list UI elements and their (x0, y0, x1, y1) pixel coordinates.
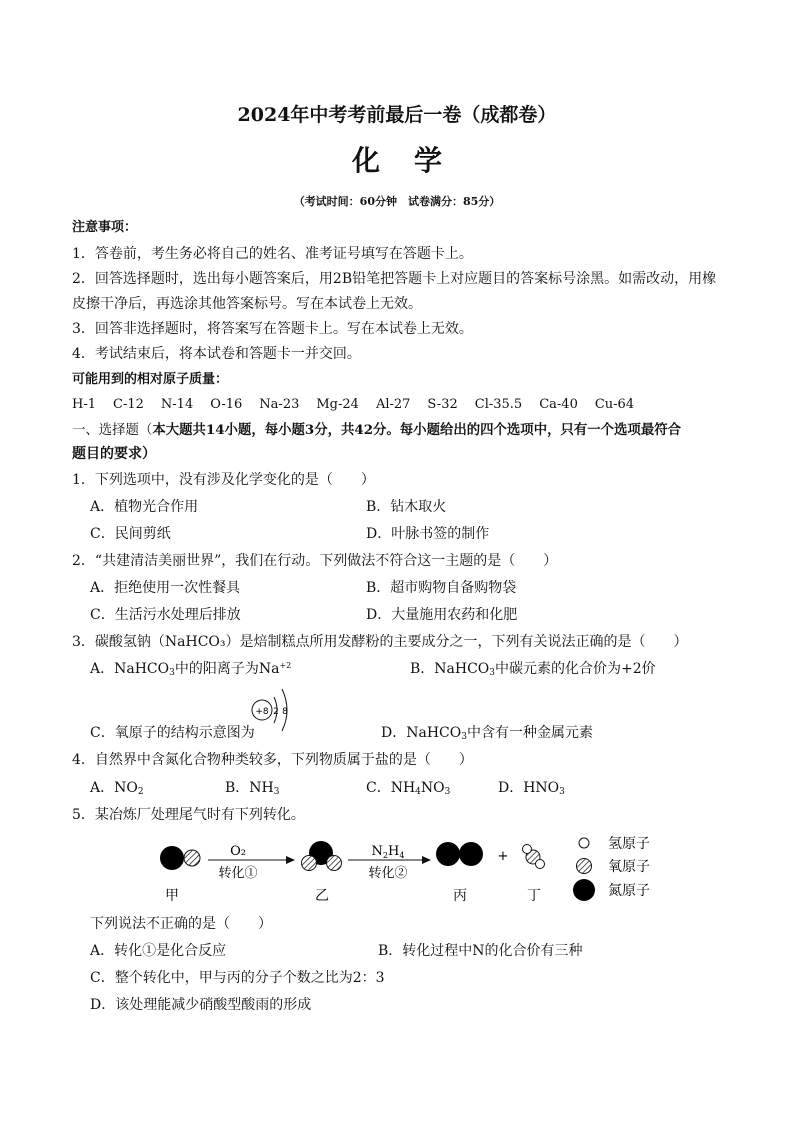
q2-stem: 2．“共建清洁美丽世界”，我们在行动。下列做法不符合这一主题的是（ ） (72, 553, 558, 569)
molecule-conversion-diagram (150, 830, 670, 910)
q2-option-c: C．生活污水处理后排放 (90, 607, 241, 623)
atomic-mass-item: H-1 (72, 397, 97, 412)
arrow-head-icon (286, 856, 295, 864)
notice-heading: 注意事项： (72, 220, 138, 235)
label-yi: 乙 (315, 888, 329, 904)
electron-count-2: 8 (282, 707, 288, 717)
atomic-mass-item: O-16 (210, 397, 243, 412)
arrow-1-label: 转化① (218, 866, 258, 881)
q1-option-a: A．植物光合作用 (90, 499, 199, 515)
q2-option-d: D．大量施用农药和化肥 (366, 607, 518, 623)
q3-stem: 3．碳酸氢钠（NaHCO₃）是焙制糕点所用发酵粉的主要成分之一，下列有关说法正确的是（ ） (72, 634, 688, 650)
label-jia: 甲 (165, 888, 179, 904)
molecule-yi (302, 841, 342, 871)
nitrogen-atom-icon (573, 879, 595, 901)
subject-title: 化学 (351, 144, 476, 177)
notice-item-2-cont: 皮擦干净后，再选涂其他答案标号。写在本试卷上无效。 (72, 296, 422, 312)
section-1-heading (72, 422, 681, 439)
hydrogen-atom-icon (536, 860, 545, 869)
section-1-heading-cont: 题目的要求） (72, 446, 156, 462)
q2-option-a: A．拒绝使用一次性餐具 (90, 580, 241, 596)
arrow-1-reagent: O₂ (230, 844, 246, 859)
nucleus-charge: +8 (255, 707, 269, 717)
q2-option-b: B．超市购物自备购物袋 (366, 580, 517, 596)
q1-option-c: C．民间剪纸 (90, 526, 171, 542)
notice-item-2: 2．回答选择题时，选出每小题答案后，用2B铅笔把答题卡上对应题目的答案标号涂黑。如需改动，用橡 (72, 271, 717, 287)
q4-option-a: A．$NO_2$ (90, 780, 144, 797)
hydrogen-atom-icon (579, 838, 589, 848)
oxygen-atom-structure-diagram (250, 683, 300, 735)
electron-count-1: 2 (273, 707, 279, 717)
atomic-mass-item: S-32 (427, 397, 458, 412)
legend-oxygen: 氧原子 (608, 859, 650, 875)
atomic-mass-item: Cu-64 (594, 397, 635, 412)
label-bing: 丙 (453, 888, 467, 904)
molecule-bing (436, 842, 483, 866)
q1-option-d: D．叶脉书签的制作 (366, 526, 490, 542)
arrow-head-icon (422, 856, 431, 864)
q1-stem: 1．下列选项中，没有涉及化学变化的是（ ） (72, 472, 375, 488)
q4-option-b: B．$NH_3$ (225, 780, 280, 797)
hydrogen-atom-icon (523, 845, 532, 854)
q5-option-a: A．转化①是化合反应 (90, 943, 227, 959)
nitrogen-atom-icon (436, 842, 460, 866)
plus-sign: + (497, 849, 509, 864)
notice-item-1: 1．答卷前，考生务必将自己的姓名、准考证号填写在答题卡上。 (72, 246, 473, 262)
molecule-jia (160, 846, 200, 870)
molecule-ding (523, 845, 545, 869)
atomic-mass-item: C-12 (113, 397, 144, 412)
q5-option-c: C．整个转化中，甲与丙的分子个数之比为2：3 (90, 970, 385, 986)
atom-legend (573, 836, 650, 901)
q4-option-c: C．$NH_4NO_3$ (366, 780, 451, 797)
atomic-mass-item: N-14 (160, 397, 194, 412)
q5-ask: 下列说法不正确的是（ ） (90, 916, 272, 932)
arrow-2-label: 转化② (368, 866, 408, 881)
q1-option-b: B．钻木取火 (366, 499, 447, 515)
q5-option-d: D．该处理能减少硝酸型酸雨的形成 (90, 997, 312, 1013)
q4-stem: 4．自然界中含氮化合物种类较多，下列物质属于盐的是（ ） (72, 752, 473, 768)
atomic-mass-item: Na-23 (259, 397, 300, 412)
nitrogen-atom-icon (160, 846, 184, 870)
q5-stem: 5．某冶炼厂处理尾气时有下列转化。 (72, 807, 305, 823)
exam-title: 2024年中考考前最后一卷（成都卷） (237, 104, 557, 126)
q3-option-a: A．NaHCO$_3$中的阳离子为$Na^{+2}$ (90, 661, 292, 678)
oxygen-atom-icon (577, 859, 592, 874)
q5-option-b: B．转化过程中N的化合价有三种 (378, 943, 583, 959)
atomic-mass-item: Cl-35.5 (474, 397, 523, 412)
section-1-rules: 本大题共14小题，每小题3分，共42分。每小题给出的四个选项中，只有一个选项最符合 (152, 422, 681, 438)
atomic-mass-list (72, 397, 651, 413)
q3-option-b: B．NaHCO$_3$中碳元素的化合价为+2价 (410, 661, 656, 678)
oxygen-atom-icon (302, 856, 317, 871)
oxygen-atom-icon (327, 856, 342, 871)
notice-item-4: 4．考试结束后，将本试卷和答题卡一并交回。 (72, 346, 361, 362)
legend-hydrogen: 氢原子 (608, 836, 650, 852)
exam-meta: （考试时间：60分钟 试卷满分：85分） (293, 195, 501, 208)
q3-option-d: D．NaHCO$_3$中含有一种金属元素 (381, 725, 593, 742)
nitrogen-atom-icon (459, 842, 483, 866)
atomic-mass-item: Mg-24 (316, 397, 359, 412)
q4-option-d: D．$HNO_3$ (498, 780, 565, 797)
atomic-mass-item: Ca-40 (539, 397, 578, 412)
q3-option-c: C．氧原子的结构示意图为 (90, 725, 255, 741)
oxygen-atom-icon (184, 850, 200, 866)
arrow-2-reagent: $N_2H_4$ (371, 844, 405, 860)
section-1-label: 一、选择题（ (72, 423, 153, 438)
atomic-mass-heading: 可能用到的相对原子质量： (72, 372, 229, 387)
legend-nitrogen: 氮原子 (608, 883, 650, 899)
atomic-mass-item: Al-27 (375, 397, 411, 412)
label-ding: 丁 (527, 888, 541, 904)
arrow-conversion-1 (208, 856, 295, 864)
notice-item-3: 3．回答非选择题时，将答案写在答题卡上。写在本试卷上无效。 (72, 321, 473, 337)
